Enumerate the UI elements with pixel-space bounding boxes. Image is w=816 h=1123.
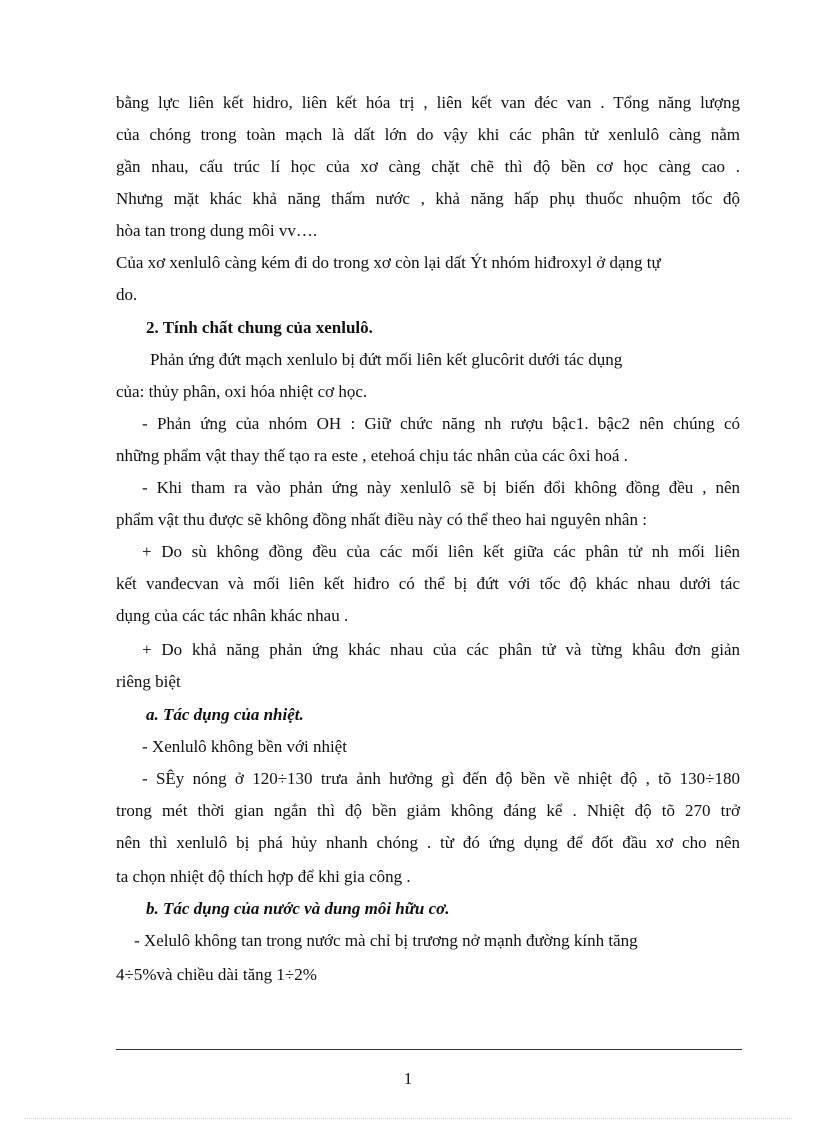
paragraph-line: + Do khả năng phản ứng khác nhau của các phân tử và từng khâu đơn giản [142, 640, 740, 659]
paragraph-line: kết vanđecvan và mối liên kết hiđro có thể bị đứt với tốc độ khác nhau dưới tác [116, 574, 740, 593]
paragraph-line: nên thì xenlulô bị phá hủy nhanh chóng . từ đó ứng dụng để đốt đầu xơ cho nên [116, 833, 740, 852]
paragraph-line: - Xelulô không tan trong nước mà chỉ bị trương nở mạnh đường kính tăng [134, 931, 638, 950]
footer-divider [116, 1049, 742, 1050]
paragraph-line: do. [116, 285, 138, 304]
page-number: 1 [403, 1069, 413, 1088]
subsection-heading: b. Tác dụng của nước và dung môi hữu cơ. [146, 899, 450, 918]
paragraph-line: - Khi tham ra vào phản ứng này xenlulô sẽ bị biến đổi không đồng đều , nên [142, 478, 740, 497]
paragraph-line: Phản ứng đứt mạch xenlulo bị đứt mối liên kết glucôrit dưới tác dụng [150, 350, 623, 369]
paragraph-line: riêng biệt [116, 672, 181, 691]
paragraph-line: gần nhau, cấu trúc lí học của xơ càng chặt chẽ thì độ bền cơ học càng cao . [116, 157, 740, 176]
paragraph-line: phẩm vật thu được sẽ không đồng nhất điều này có thể theo hai nguyên nhân : [116, 510, 647, 529]
paragraph-line: của: thủy phân, oxi hóa nhiệt cơ học. [116, 382, 368, 401]
paragraph-line: bằng lực liên kết hidro, liên kết hóa trị , liên kết van đéc van . Tổng năng lượng [116, 93, 740, 112]
paragraph-line: dụng của các tác nhân khác nhau . [116, 606, 349, 625]
paragraph-line: Nhưng mặt khác khả năng thấm nước , khả năng hấp phụ thuốc nhuộm tốc độ [116, 189, 740, 208]
subsection-heading: a. Tác dụng của nhiệt. [146, 705, 304, 724]
paragraph-line: + Do sù không đồng đều của các mối liên kết giữa các phân tử nh mối liên [142, 542, 740, 561]
paragraph-line: - Phản ứng của nhóm OH : Giữ chức năng nh rượu bậc1. bậc2 nên chúng có [142, 414, 740, 433]
paragraph-line: 4÷5%và chiều dài tăng 1÷2% [116, 965, 317, 984]
paragraph-line: ta chọn nhiệt độ thích hợp để khi gia công . [116, 867, 411, 886]
section-heading: 2. Tính chất chung của xenlulô. [146, 318, 373, 337]
paragraph-line: - Xenlulô không bền với nhiệt [142, 737, 347, 756]
paragraph-line: - SÊy nóng ở 120÷130 trưa ảnh hưởng gì đến độ bền về nhiệt độ , tõ 130÷180 [142, 769, 740, 788]
paragraph-line: những phẩm vật thay thế tạo ra este , etehoá chịu tác nhân của các ôxi hoá . [116, 446, 628, 465]
paragraph-line: của chóng trong toàn mạch là dất lớn do vậy khi các phân tử xenlulô càng nằm [116, 125, 740, 144]
paragraph-line: trong mét thời gian ngắn thì độ bền giảm không đáng kể . Nhiệt độ tõ 270 trở [116, 801, 740, 820]
page-bottom-border [24, 1118, 792, 1119]
paragraph-line: Của xơ xenlulô càng kém đi do trong xơ còn lại dất Ýt nhóm hiđroxyl ở dạng tự [116, 253, 661, 272]
paragraph-line: hòa tan trong dung môi vv…. [116, 221, 318, 240]
